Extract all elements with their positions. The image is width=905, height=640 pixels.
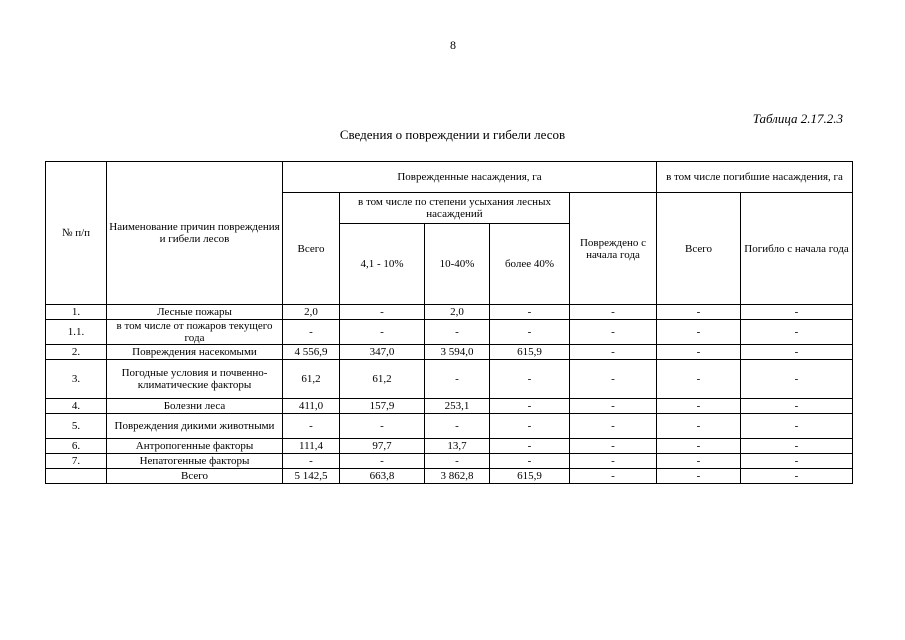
cell-total: 2,0: [283, 305, 340, 320]
cell-dead-total: -: [657, 469, 741, 484]
cell-d3: -: [490, 414, 570, 439]
cell-num: 3.: [46, 360, 107, 399]
cell-d1: -: [340, 320, 425, 345]
cell-dead-total: -: [657, 414, 741, 439]
cell-d1: -: [340, 454, 425, 469]
table-row: [46, 414, 853, 439]
cell-dead-since: -: [741, 360, 853, 399]
table-row: [46, 305, 853, 320]
table-row: [46, 345, 853, 360]
cell-num: 5.: [46, 414, 107, 439]
cell-d3: -: [490, 439, 570, 454]
cell-total: -: [283, 414, 340, 439]
cell-d1: 157,9: [340, 399, 425, 414]
cell-num: 4.: [46, 399, 107, 414]
table-row: [46, 360, 853, 399]
cell-since: -: [570, 345, 657, 360]
table-row: [46, 454, 853, 469]
cell-dead-total: -: [657, 345, 741, 360]
cell-d2: 13,7: [425, 439, 490, 454]
cell-name: Антропогенные факторы: [107, 439, 283, 454]
cell-dead-since: -: [741, 454, 853, 469]
cell-d2: 3 594,0: [425, 345, 490, 360]
header-total: Всего: [283, 193, 340, 305]
cell-since: -: [570, 320, 657, 345]
cell-dead-since: -: [741, 345, 853, 360]
cell-total: 4 556,9: [283, 345, 340, 360]
cell-since: -: [570, 399, 657, 414]
cell-total: 61,2: [283, 360, 340, 399]
header-damaged-group: Поврежденные насаждения, га: [283, 162, 657, 193]
table-label: Таблица 2.17.2.3: [752, 111, 843, 126]
cell-since: -: [570, 439, 657, 454]
cell-name: Повреждения дикими животными: [107, 414, 283, 439]
table-row: [46, 399, 853, 414]
cell-since: -: [570, 305, 657, 320]
cell-num: 7.: [46, 454, 107, 469]
cell-d2: -: [425, 414, 490, 439]
cell-num: 1.1.: [46, 320, 107, 345]
cell-dead-total: -: [657, 320, 741, 345]
cell-num: 1.: [46, 305, 107, 320]
cell-total: -: [283, 320, 340, 345]
header-dead-group: в том числе погибшие насаждения, га: [657, 162, 853, 193]
cell-dead-total: -: [657, 360, 741, 399]
cell-d1: -: [340, 305, 425, 320]
cell-d2: 2,0: [425, 305, 490, 320]
cell-num: 2.: [46, 345, 107, 360]
cell-d3: -: [490, 360, 570, 399]
cell-since: -: [570, 360, 657, 399]
cell-name: Непатогенные факторы: [107, 454, 283, 469]
cell-d1: -: [340, 414, 425, 439]
cell-d3: -: [490, 320, 570, 345]
cell-d3: -: [490, 454, 570, 469]
header-dead-total: Всего: [657, 193, 741, 305]
table-row: [46, 320, 853, 345]
cell-since: -: [570, 469, 657, 484]
forest-damage-table: [45, 161, 853, 484]
cell-dead-total: -: [657, 305, 741, 320]
cell-name: Всего: [107, 469, 283, 484]
cell-name: Болезни леса: [107, 399, 283, 414]
cell-dead-since: -: [741, 399, 853, 414]
cell-d1: 347,0: [340, 345, 425, 360]
header-drying-1: 4,1 - 10%: [340, 224, 425, 305]
header-drying-group: в том числе по степени усыхания лесных насаждений: [340, 193, 570, 224]
cell-name: Лесные пожары: [107, 305, 283, 320]
header-name: Наименование причин повреждения и гибели лесов: [107, 162, 283, 305]
cell-since: -: [570, 414, 657, 439]
table-title: Сведения о повреждении и гибели лесов: [339, 127, 566, 142]
cell-total: -: [283, 454, 340, 469]
cell-d2: 253,1: [425, 399, 490, 414]
cell-name: в том числе от пожаров текущего года: [107, 320, 283, 345]
cell-dead-total: -: [657, 399, 741, 414]
cell-dead-since: -: [741, 469, 853, 484]
cell-dead-total: -: [657, 439, 741, 454]
cell-since: -: [570, 454, 657, 469]
cell-num: 6.: [46, 439, 107, 454]
header-drying-3: более 40%: [490, 224, 570, 305]
cell-d2: -: [425, 320, 490, 345]
cell-d2: 3 862,8: [425, 469, 490, 484]
header-since-year: Повреждено с начала года: [570, 193, 657, 305]
cell-d2: -: [425, 360, 490, 399]
header-dead-since-year: Погибло с начала года: [741, 193, 853, 305]
header-drying-2: 10-40%: [425, 224, 490, 305]
cell-name: Повреждения насекомыми: [107, 345, 283, 360]
cell-total: 411,0: [283, 399, 340, 414]
cell-d3: 615,9: [490, 469, 570, 484]
cell-d1: 61,2: [340, 360, 425, 399]
cell-d1: 97,7: [340, 439, 425, 454]
table-row-total: [46, 469, 853, 484]
cell-dead-since: -: [741, 439, 853, 454]
cell-d3: -: [490, 305, 570, 320]
cell-dead-since: -: [741, 320, 853, 345]
cell-dead-since: -: [741, 414, 853, 439]
cell-dead-since: -: [741, 305, 853, 320]
cell-name: Погодные условия и почвенно-климатические факторы: [107, 360, 283, 399]
cell-d2: -: [425, 454, 490, 469]
cell-d1: 663,8: [340, 469, 425, 484]
cell-d3: -: [490, 399, 570, 414]
cell-d3: 615,9: [490, 345, 570, 360]
header-num: № п/п: [46, 162, 107, 305]
cell-total: 111,4: [283, 439, 340, 454]
cell-dead-total: -: [657, 454, 741, 469]
page-number: 8: [450, 38, 456, 52]
cell-total: 5 142,5: [283, 469, 340, 484]
cell-num: [46, 469, 107, 484]
table-row: [46, 439, 853, 454]
